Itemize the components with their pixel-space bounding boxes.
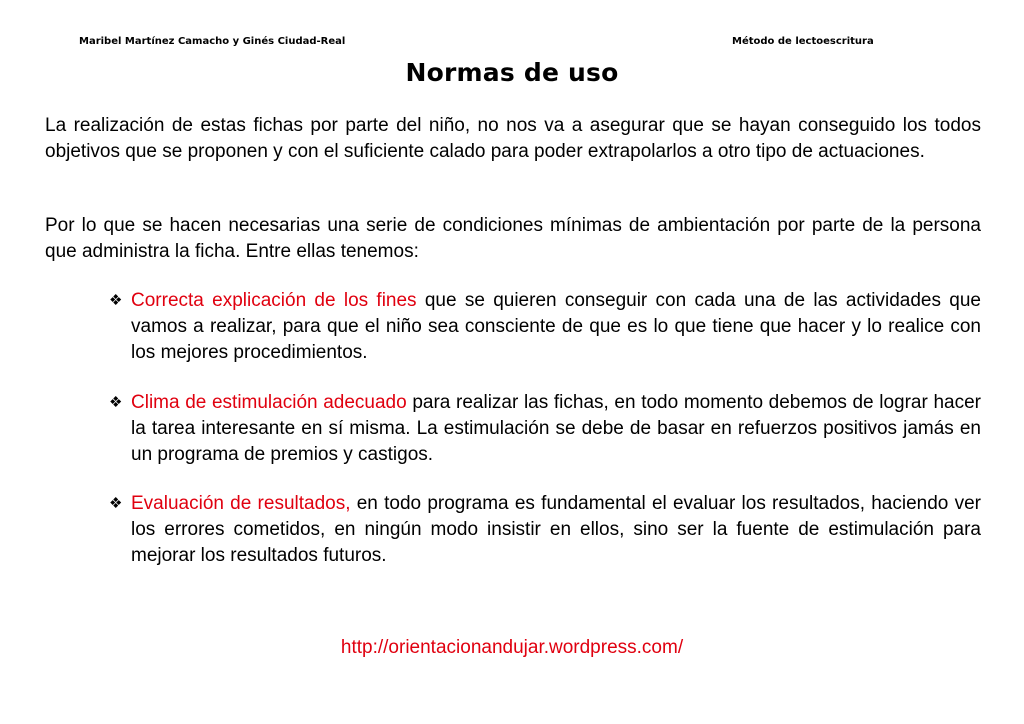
header-subtitle: Método de lectoescritura [732, 36, 874, 47]
bullet-item [109, 491, 981, 569]
bullet-highlight: Evaluación de resultados, [131, 493, 351, 514]
bullet-text [131, 491, 981, 569]
bullet-body: que se quieren conseguir con cada una de las actividades que vamos a realizar, para que el niño sea consciente de que es lo que tiene que hacer y lo realice con los mejores procedimientos. [131, 290, 981, 363]
conditions-paragraph: Por lo que se hacen necesarias una serie de condiciones mínimas de ambientación por parte de la persona que administra la ficha. Entre ellas tenemos: [45, 215, 981, 262]
bullet-highlight: Clima de estimulación adecuado [131, 392, 407, 413]
bullet-body: para realizar las fichas, en todo momento debemos de lograr hacer la tarea interesante en sí misma. La estimulación se debe de basar en refuerzos positivos jamás en un programa de premios y castigos. [131, 392, 981, 465]
bullet-body: en todo programa es fundamental el evaluar los resultados, haciendo ver los errores cometidos, en ningún modo insistir en ellos, sino ser la fuente de estimulación para mejorar los resultados futuros. [131, 493, 981, 566]
bullet-item [109, 390, 981, 468]
diamond-bullet-icon: ❖ [109, 394, 123, 411]
page-title: Normas de uso [405, 58, 619, 87]
intro-paragraph: La realización de estas fichas por parte del niño, no nos va a asegurar que se hayan conseguido los todos objetivos que se proponen y con el suficiente calado para poder extrapolarlos a otro tipo de actuaciones. [45, 115, 981, 162]
bullet-item [109, 288, 981, 366]
bullet-highlight: Correcta explicación de los fines [131, 290, 417, 311]
diamond-bullet-icon: ❖ [109, 495, 123, 512]
diamond-bullet-icon: ❖ [109, 292, 123, 309]
footer-url-link[interactable]: http://orientacionandujar.wordpress.com/ [340, 637, 684, 658]
bullet-text [131, 288, 981, 366]
header-authors: Maribel Martínez Camacho y Ginés Ciudad-Real [79, 36, 346, 47]
bullet-text [131, 390, 981, 468]
